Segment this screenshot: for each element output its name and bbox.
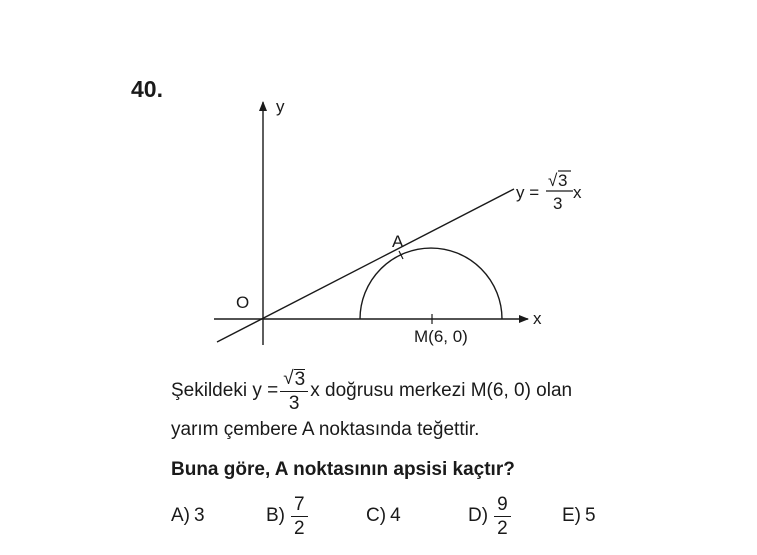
choice-b-fraction [291,495,308,538]
line-label-var: x [573,183,582,202]
choice-c-label: C) [366,505,387,526]
choice-e[interactable] [562,486,596,546]
choice-d-num: 9 [494,495,511,517]
semicircle [360,248,502,319]
choice-a-label: A) [171,505,190,526]
stem-fraction-den: 3 [288,393,300,414]
y-axis-label: y [276,97,285,116]
choice-e-label: E) [562,505,581,526]
question-prompt: Buna göre, A noktasının apsisi kaçtır? [171,459,515,480]
line-label-radical: √ [548,171,558,190]
line-label-radicand: 3 [558,171,568,190]
choice-c-value: 4 [390,505,401,526]
choice-a[interactable] [171,486,205,546]
stem-fraction [280,369,308,413]
origin-label: O [236,293,250,312]
line-label-den: 3 [553,194,563,213]
stem-line-1 [171,362,572,420]
tangent-point-label: A [392,232,404,251]
choice-b[interactable] [266,486,310,546]
stem-sqrt [283,369,305,389]
choice-d-fraction [494,495,511,538]
choice-b-num: 7 [291,495,308,517]
x-axis-label: x [533,309,542,328]
choice-d[interactable] [468,486,513,546]
stem-line-2: yarım çembere A noktasında teğettir. [171,419,480,440]
choice-d-label: D) [468,505,489,526]
choice-b-label: B) [266,505,285,526]
choice-e-value: 5 [585,505,596,526]
answer-choices [0,486,757,546]
question-number: 40. [131,76,163,102]
line-label-prefix: y = [516,183,540,202]
stem-radical-sign: √ [283,368,294,389]
stem-text-before: Şekildeki y = [171,380,279,401]
center-label: M(6, 0) [414,327,468,346]
stem-text-after: x doğrusu merkezi M(6, 0) olan [310,380,573,401]
choice-d-den: 2 [497,517,508,539]
choice-a-value: 3 [194,505,205,526]
choice-b-den: 2 [294,517,305,539]
choice-c[interactable] [366,486,401,546]
stem-radicand: 3 [294,369,306,390]
